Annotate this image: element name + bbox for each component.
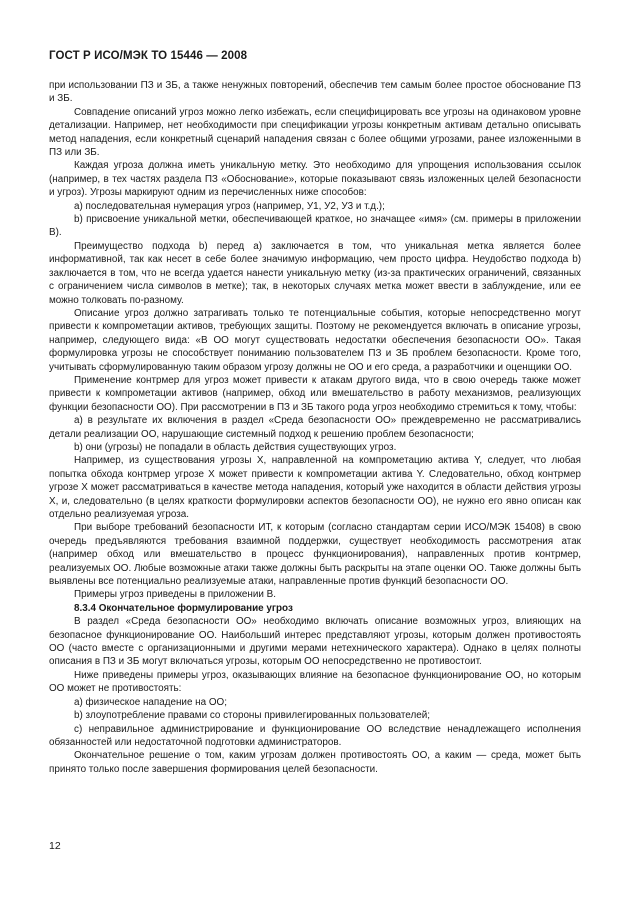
paragraph: Применение контрмер для угроз может привести к атакам другого вида, что в свою очередь также может привести к компрометации активов (например, обход или вмешательство в работу механизмов, реализующих функции безопасности ОО). При рассмотрении в ПЗ и ЗБ такого рода угроз необходимо стремиться к тому, чтобы:: [49, 374, 581, 413]
paragraph: При выборе требований безопасности ИТ, к которым (согласно стандартам серии ИСО/МЭК 15408) в свою очередь предъявляются требования взаимной поддержки, существует необходимость рассмотрения атак (например обход или вмешательство в процесс функционирования), направленных против контрмер, реализуемых ОО. Любые возможные атаки также должны быть раскрыты на этапе оценки ОО. Также должны быть выявлены все потенциально реализуемые атаки, направленные против функций безопасности ОО.: [49, 522, 581, 588]
paragraph: В раздел «Среда безопасности ОО» необходимо включать описание возможных угроз, влияющих на безопасное функционирование ОО. Наибольший интерес представляют угрозы, которым должен противостоять ОО (часто вместе с организационными и другими мерами нетехнического характера). Однако в целях полноты описания в ПЗ и ЗБ могут включаться угрозы, которым ОО непосредственно не противостоит.: [49, 616, 581, 668]
document-body: [49, 79, 581, 776]
list-item: c) неправильное администрирование и функционирование ОО вследствие ненадлежащего исполнения обязанностей или недостаточной подготовки администраторов.: [49, 723, 581, 748]
paragraph: Окончательное решение о том, каким угрозам должен противостоять ОО, а каким — среда, может быть принято только после завершения формирования целей безопасности.: [49, 750, 581, 775]
list-item: a) последовательная нумерация угроз (например, У1, У2, У3 и т.д.);: [74, 200, 385, 212]
paragraph: Совпадение описаний угроз можно легко избежать, если специфицировать все угрозы на одинаковом уровне детализации. Например, нет необходимости при спецификации угрозы конкретным активам детально описывать метод нападения, если конкретный сценарий нападения связан с более общими угрозами, ранее изложенными в ПЗ или ЗБ.: [49, 106, 581, 159]
list-item: b) они (угрозы) не попадали в область действия существующих угроз.: [74, 441, 397, 453]
paragraph: Примеры угроз приведены в приложении В.: [74, 589, 276, 601]
paragraph-continuation: при использовании ПЗ и ЗБ, а также ненужных повторений, обеспечив тем самым более простое обоснование ПЗ и ЗБ.: [49, 80, 581, 105]
list-item: a) в результате их включения в раздел «Среда безопасности ОО» преждевременно не рассматривались детали реализации ОО, нарушающие системный подход к решению проблем безопасности;: [49, 415, 581, 440]
document-header: ГОСТ Р ИСО/МЭК ТО 15446 — 2008: [49, 50, 248, 62]
list-item: b) присвоение уникальной метки, обеспечивающей краткое, но значащее «имя» (см. примеры в приложении В).: [49, 214, 581, 239]
paragraph: Преимущество подхода b) перед a) заключается в том, что уникальная метка является более информативной, так как несет в себе более значимую информацию, чем просто цифра. Неудобство подхода b) заключается в том, что не всегда удается нанести уникальную метку (из-за практических ограничений, связанных с ограничением числа символов в метке); так, в некоторых случаях метка может ввести в заблуждение, или ее можно толковать по-разному.: [49, 240, 581, 306]
list-item: a) физическое нападение на ОО;: [74, 696, 227, 708]
page-number: 12: [49, 840, 61, 852]
paragraph: Каждая угроза должна иметь уникальную метку. Это необходимо для упрощения использования ссылок (например, в тех частях раздела ПЗ «Обоснование», которые показывают связь изложенных целей безопасности и угроз). Угрозы маркируют одним из перечисленных ниже способов:: [49, 160, 581, 199]
section-heading: 8.3.4 Окончательное формулирование угроз: [74, 602, 293, 614]
paragraph: Описание угроз должно затрагивать только те потенциальные события, которые непосредственно могут привести к компрометации активов, требующих защиты. Поэтому не рекомендуется включать в описание угрозы, например, следующего вида: «В ОО могут существовать недостатки обеспечения безопасности ОО». Такая формулировка угрозы не способствует пониманию пользователем ПЗ и ЗБ проблем безопасности. Кроме того, учитывать сформулированную таким образом угрозу должны не ОО и его среда, а разработчики и оценщики ОО.: [49, 307, 581, 373]
paragraph: Ниже приведены примеры угроз, оказывающих влияние на безопасное функционирование ОО, но которым ОО может не противостоять:: [49, 669, 581, 695]
paragraph: Например, из существования угрозы X, направленной на компрометацию актива Y, следует, что любая попытка обхода контрмер угрозе X может привести к компрометации актива Y. Следовательно, обход контрмер угрозе X может рассматриваться в качестве метода нападения, который уже находится в области действия угрозы X, и, следовательно (в целях краткости формулировки аспектов безопасности ОО), не нужно его явно описан как отдельно реализуемая угроза.: [49, 455, 581, 520]
list-item: b) злоупотребление правами со стороны привилегированных пользователей;: [74, 710, 430, 722]
